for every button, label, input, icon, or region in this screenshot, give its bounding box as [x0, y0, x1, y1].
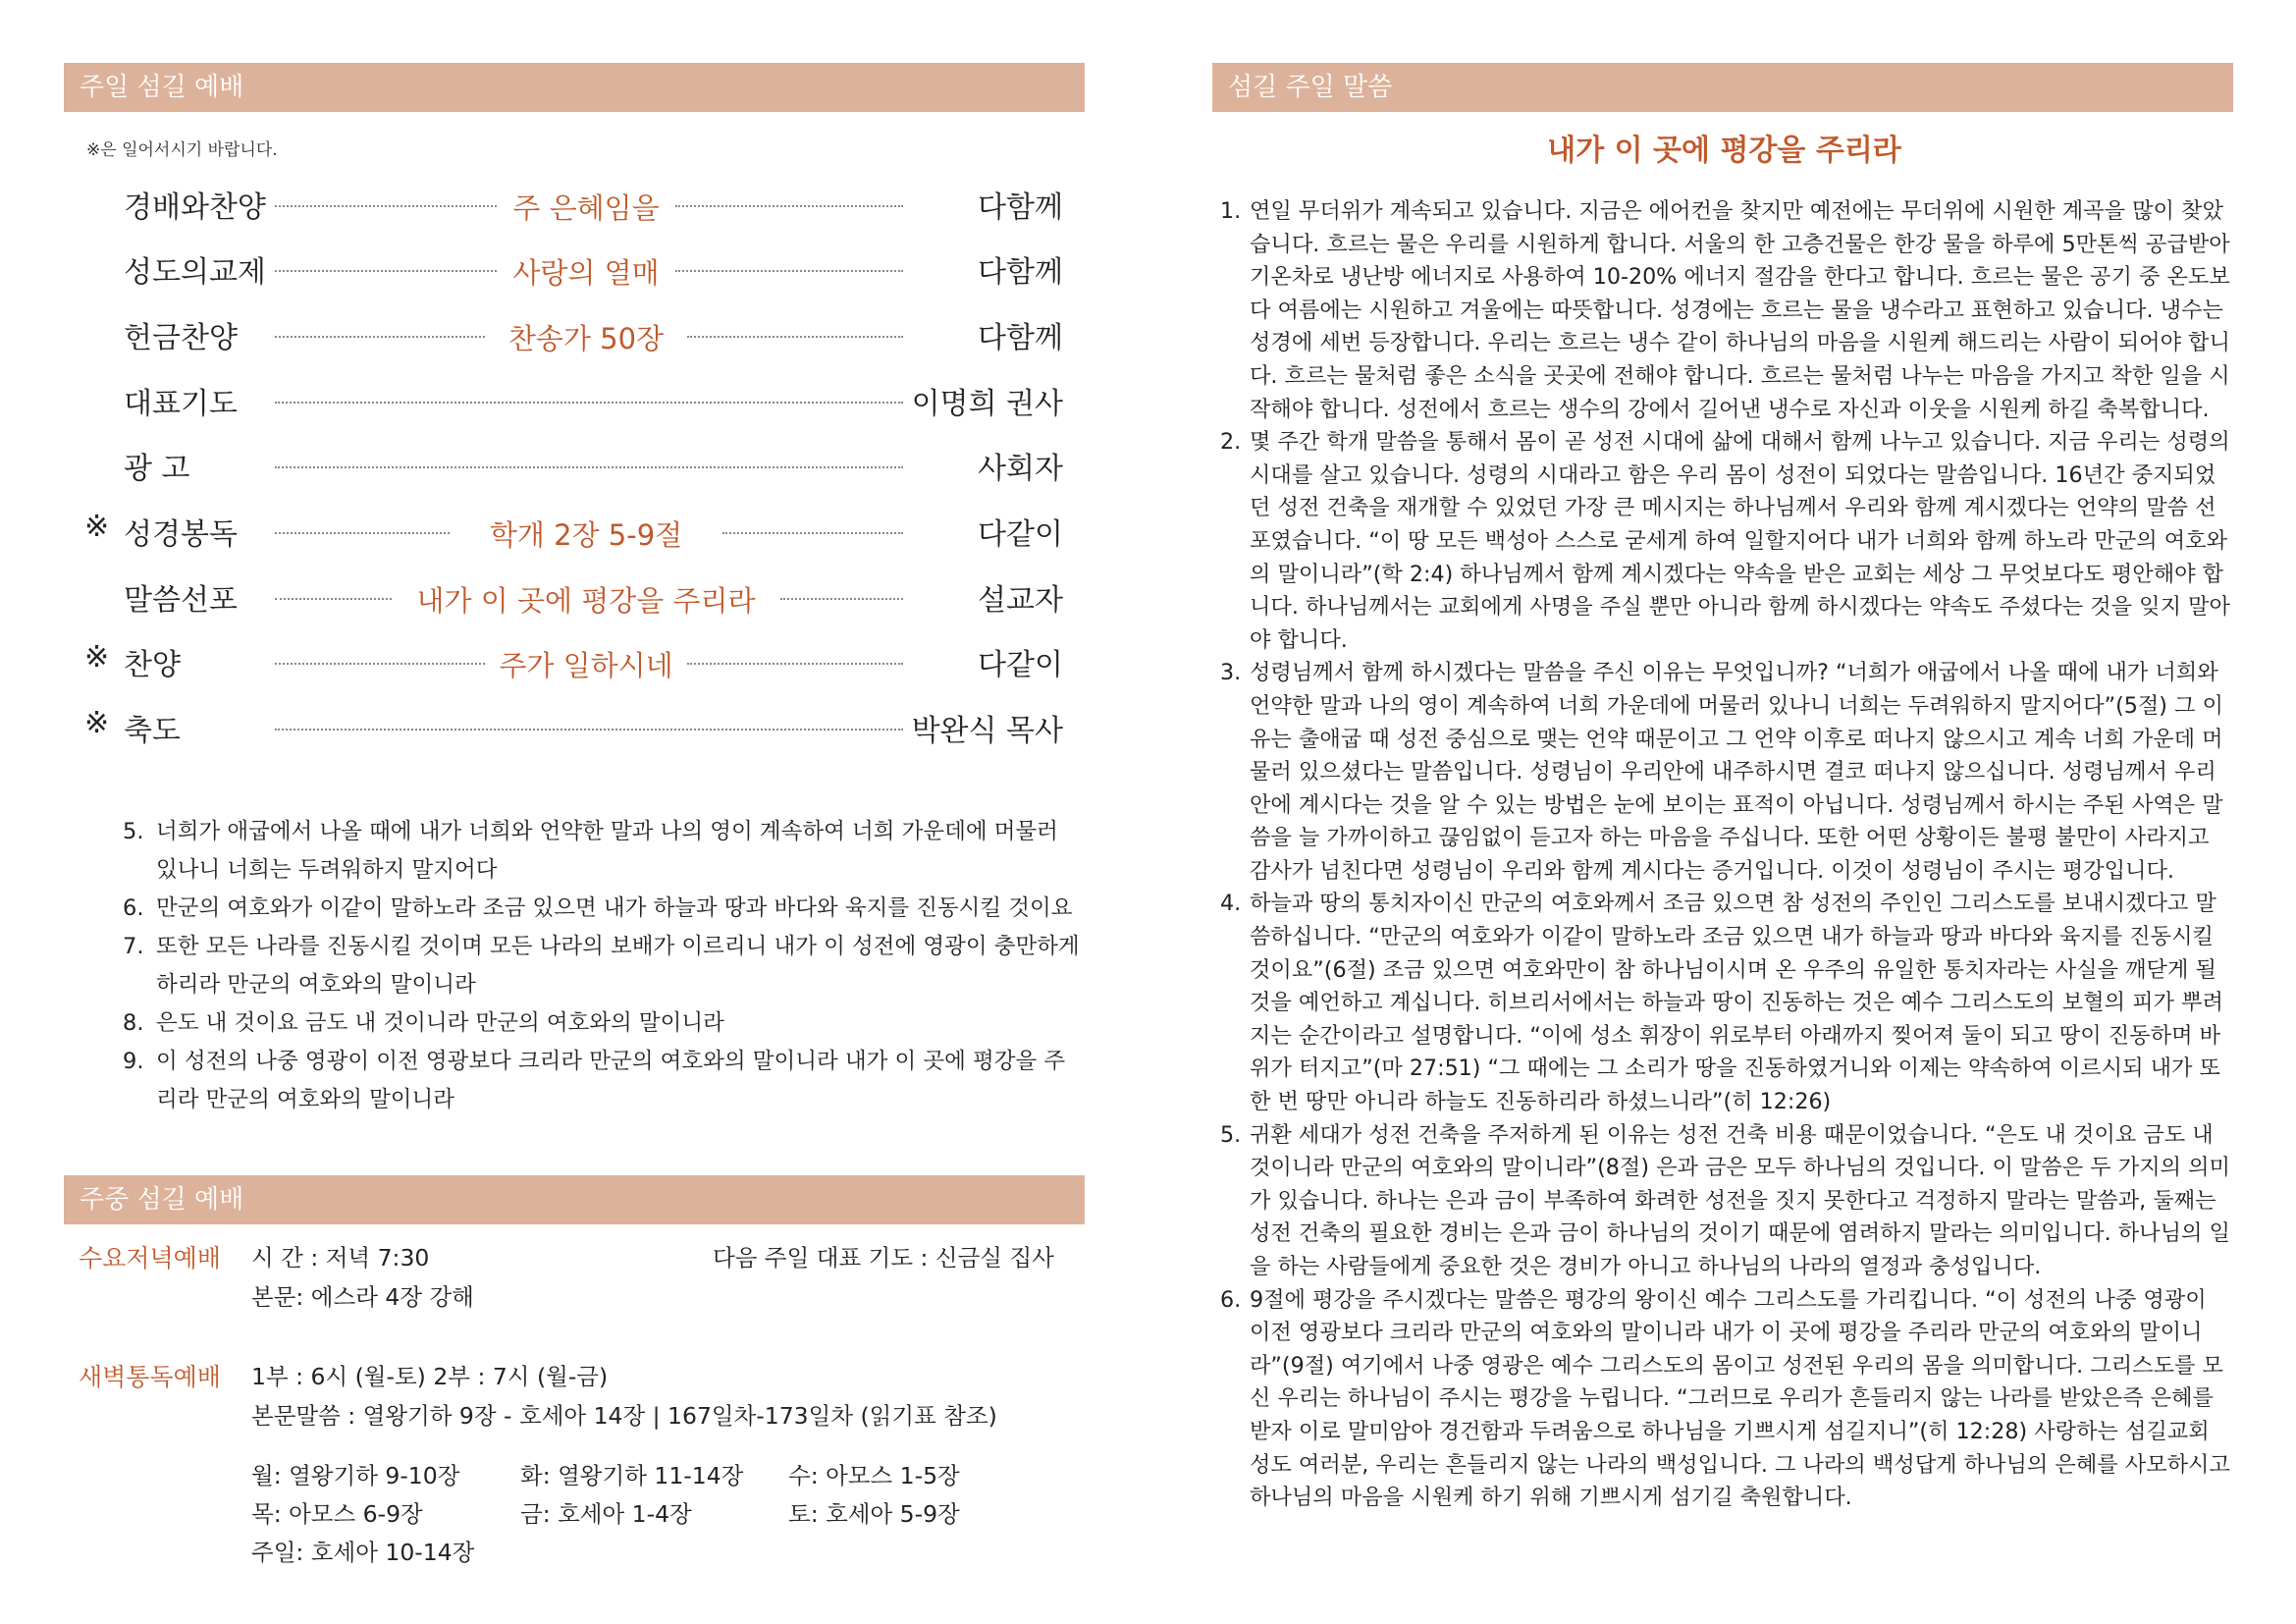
order-item-name: 말씀선포 [124, 583, 238, 618]
order-item-person: 이명희 권사 [911, 387, 1063, 421]
order-item-name: 헌금찬양 [124, 321, 238, 355]
reading-day: 화: 열왕기하 11-14장 [520, 1462, 744, 1489]
standing-note: ※은 일어서시기 바랍니다. [86, 140, 278, 160]
leader-dots [687, 663, 903, 665]
leader-dots [687, 336, 903, 338]
worship-order-row [79, 440, 1063, 489]
order-item-person: 다같이 [978, 648, 1063, 682]
verse-item [123, 928, 1085, 1004]
paragraph-text: 9절에 평강을 주시겠다는 말씀은 평강의 왕이신 예수 그리스도를 가리킵니다. “이 성전의 나중 영광이 이전 영광보다 크리라 만군의 여호와의 말이니라 내가 이 곳에 평강을 주리라 만군의 여호와의 말이니라”(9절) 여기에서 나중 영광은 예수 그리스도의 몸이고 성전된 우리의 몸을 의미합니다. 그리스도를 모신 우리는 하나님이 주시는 평강을 누립니다. “그러므로 우리가 흔들리지 않는 나라를 받았은즉 은혜를 받자 이로 말미암아 경건함과 두려움으로 하나님을 기쁘시게 섬길지니”(히 12:28) 사랑하는 섬길교회 성도 여러분, 우리는 흔들리지 않는 나라의 백성입니다. 그 나라의 백성답게 하나님의 은혜를 사모하시고 하나님의 마음을 시원케 하기 위해 기쁘시게 섬기길 축원합니다. [1250, 1286, 2230, 1511]
order-item-name: 대표기도 [124, 387, 238, 421]
verse-number: 8. [123, 1010, 144, 1036]
sermon-title: 내가 이 곳에 평강을 주리라 [1547, 134, 1901, 168]
sermon-paragraph [1220, 657, 2231, 888]
leader-dots [275, 663, 485, 665]
standing-mark: ※ [84, 640, 110, 675]
order-item-content: 주 은혜임을 [512, 191, 660, 225]
worship-order-row [79, 506, 1063, 555]
sermon-paragraph [1220, 1284, 2231, 1515]
reading-day: 목: 아모스 6-9장 [251, 1500, 423, 1528]
order-item-person: 박완식 목사 [911, 714, 1063, 748]
sermon-paragraph [1220, 426, 2231, 657]
worship-order-row [79, 636, 1063, 685]
order-item-person: 다함께 [978, 321, 1063, 355]
reading-day: 주일: 호세아 10-14장 [251, 1539, 475, 1566]
verse-item [123, 1004, 1085, 1043]
order-item-name: 광 고 [124, 452, 190, 486]
leader-dots [675, 270, 903, 272]
standing-mark: ※ [84, 706, 110, 740]
paragraph-number: 3. [1220, 660, 1242, 686]
order-item-person: 다함께 [978, 255, 1063, 290]
weekday-worship-header: 주중 섬길 예배 [64, 1175, 1085, 1224]
verse-number: 6. [123, 895, 144, 921]
standing-mark: ※ [84, 510, 110, 544]
order-item-content: 내가 이 곳에 평강을 주리라 [416, 584, 756, 618]
leader-dots [275, 402, 903, 404]
leader-dots [275, 598, 392, 600]
dawn-service-label: 새벽통독예배 [79, 1363, 221, 1391]
paragraph-number: 4. [1220, 891, 1242, 917]
reading-day: 금: 호세아 1-4장 [520, 1500, 692, 1528]
reading-day: 토: 호세아 5-9장 [788, 1500, 960, 1528]
order-item-person: 다같이 [978, 517, 1063, 552]
paragraph-number: 1. [1220, 198, 1242, 224]
leader-dots [780, 598, 903, 600]
sermon-paragraph [1220, 888, 2231, 1118]
leader-dots [275, 532, 450, 534]
worship-order-row [79, 702, 1063, 751]
paragraph-text: 성령님께서 함께 하시겠다는 말씀을 주신 이유는 무엇입니까? “너희가 애굽에서 나올 때에 내가 너희와 언약한 말과 나의 영이 계속하여 너희 가운데에 머물러 있나니 너희는 두려워하지 말지어다”(5절) 그 이유는 출애굽 때 성전 중심으로 맺는 언약 때문이고 그 언약 이후로 떠나지 않으시고 계속 너희 가운데 머물러 있으셨다는 말씀입니다. 성령님이 우리안에 내주하시면 결코 떠나지 않으십니다. 성령님께서 우리 안에 계시다는 것을 알 수 있는 방법은 눈에 보이는 표적이 아닙니다. 성령님께서 하시는 주된 사역은 말씀을 늘 가까이하고 끊임없이 듣고자 하는 마음을 주십니다. 또한 어떤 상황이든 불평 불만이 사라지고 감사가 넘친다면 성령님이 우리와 함께 계시다는 증거입니다. 이것이 성령님이 주시는 평강입니다. [1250, 660, 2223, 884]
sermon-paragraphs [1220, 195, 2231, 1515]
order-item-content: 학개 2장 5-9절 [489, 518, 683, 552]
paragraph-text: 연일 무더위가 계속되고 있습니다. 지금은 에어컨을 찾지만 예전에는 무더위에 시원한 계곡을 많이 찾았습니다. 흐르는 물은 우리를 시원하게 합니다. 서울의 한 고층건물은 한강 물을 하루에 5만톤씩 공급받아 기온차로 냉난방 에너지로 사용하여 10-20% 에너지 절감을 한다고 합니다. 흐르는 물은 공기 중 온도보다 여름에는 시원하고 겨울에는 따뜻합니다. 성경에는 흐르는 물을 냉수라고 표현하고 있습니다. 냉수는 성경에 세번 등장합니다. 우리는 흐르는 냉수 같이 하나님의 마음을 시원케 해드리는 사람이 되어야 합니다. 흐르는 물처럼 좋은 소식을 곳곳에 전해야 합니다. 흐르는 물처럼 나누는 마음을 가지고 착한 일을 시작해야 합니다. 성전에서 흐르는 생수의 강에서 길어낸 냉수로 자신과 이웃을 시원케 하길 축복합니다. [1250, 198, 2230, 422]
paragraph-text: 귀환 세대가 성전 건축을 주저하게 된 이유는 성전 건축 비용 때문이었습니다. “은도 내 것이요 금도 내 것이니라 만군의 여호와의 말이니라”(8절) 은과 금은 모두 하나님의 것입니다. 이 말씀은 두 가지의 의미가 있습니다. 하나는 은과 금이 부족하여 화려한 성전을 짓지 못한다고 걱정하지 말라는 말씀과, 둘째는 성전 건축의 필요한 경비는 은과 금이 하나님의 것이기 때문에 염려하지 말라는 의미입니다. 하나님의 일을 하는 사람들에게 중요한 것은 경비가 아니고 하나님의 나라의 열정과 충성입니다. [1250, 1121, 2230, 1279]
sermon-paragraph [1220, 1119, 2231, 1284]
verse-item [123, 1043, 1085, 1119]
verse-text: 만군의 여호와가 이같이 말하노라 조금 있으면 내가 하늘과 땅과 바다와 육지를 진동시킬 것이요 [156, 895, 1073, 921]
worship-order-row [79, 244, 1063, 293]
worship-order-row [79, 309, 1063, 358]
leader-dots [722, 532, 903, 534]
leader-dots [275, 729, 903, 731]
verse-text: 이 성전의 나중 영광이 이전 영광보다 크리라 만군의 여호와의 말이니라 내가 이 곳에 평강을 주리라 만군의 여호와의 말이니라 [156, 1049, 1066, 1112]
worship-order-row [79, 179, 1063, 228]
verse-item [123, 813, 1085, 890]
worship-order-row [79, 375, 1063, 424]
order-item-name: 성경봉독 [124, 517, 238, 552]
order-item-person: 사회자 [978, 452, 1063, 486]
verse-number: 7. [123, 934, 144, 959]
paragraph-number: 5. [1220, 1121, 1242, 1148]
order-item-content: 찬송가 50장 [507, 322, 665, 355]
verse-text: 또한 모든 나라를 진동시킬 것이며 모든 나라의 보배가 이르리니 내가 이 성전에 영광이 충만하게 하리라 만군의 여호와의 말이니라 [156, 934, 1080, 998]
verse-text: 은도 내 것이요 금도 내 것이니라 만군의 여호와의 말이니라 [156, 1010, 724, 1036]
leader-dots [675, 205, 903, 207]
order-item-person: 설교자 [978, 583, 1063, 618]
sermon-paragraph [1220, 195, 2231, 426]
wednesday-service-label: 수요저녁예배 [79, 1244, 221, 1272]
worship-order-header: 주일 섬길 예배 [64, 63, 1085, 112]
dawn-text: 본문말씀 : 열왕기하 9장 - 호세아 14장 | 167일차-173일차 (읽기표 참조) [251, 1402, 997, 1430]
order-item-name: 찬양 [124, 648, 181, 682]
order-item-name: 경배와찬양 [124, 190, 266, 225]
leader-dots [275, 205, 497, 207]
order-item-person: 다함께 [978, 190, 1063, 225]
paragraph-number: 6. [1220, 1286, 1242, 1313]
leader-dots [275, 466, 903, 468]
order-item-content: 사랑의 열매 [512, 256, 660, 290]
sermon-header: 섬길 주일 말씀 [1212, 63, 2233, 112]
leader-dots [275, 270, 497, 272]
reading-day: 수: 아모스 1-5장 [788, 1462, 960, 1489]
verse-number: 9. [123, 1049, 144, 1074]
paragraph-number: 2. [1220, 429, 1242, 456]
wednesday-time: 시 간 : 저녁 7:30 [251, 1244, 430, 1272]
verse-text: 너희가 애굽에서 나올 때에 내가 너희와 언약한 말과 나의 영이 계속하여 너희 가운데에 머물러 있나니 너희는 두려워하지 말지어다 [156, 819, 1058, 883]
paragraph-text: 하늘과 땅의 통치자이신 만군의 여호와께서 조금 있으면 참 성전의 주인인 그리스도를 보내시겠다고 말씀하십니다. “만군의 여호와가 이같이 말하노라 조금 있으면 내가 하늘과 땅과 바다와 육지를 진동시킬 것이요”(6절) 조금 있으면 여호와만이 참 하나님이시며 온 우주의 유일한 통치자라는 사실을 깨닫게 될 것을 예언하고 계십니다. 히브리서에서는 하늘과 땅이 진동하는 것은 예수 그리스도의 보혈의 피가 뿌려지는 순간이라고 설명합니다. “이에 성소 휘장이 위로부터 아래까지 찢어져 둘이 되고 땅이 진동하며 바위가 터지고”(마 27:51) “그 때에는 그 소리가 땅을 진동하였거니와 이제는 약속하여 이르시되 내가 또 한 번 땅만 아니라 하늘도 진동하리라 하셨느니라”(히 12:26) [1250, 891, 2223, 1115]
paragraph-text: 몇 주간 학개 말씀을 통해서 몸이 곧 성전 시대에 삶에 대해서 함께 나누고 있습니다. 지금 우리는 성령의 시대를 살고 있습니다. 성령의 시대라고 함은 우리 몸이 성전이 되었다는 말씀입니다. 16년간 중지되었던 성전 건축을 재개할 수 있었던 가장 큰 메시지는 하나님께서 우리와 함께 계시겠다는 언약의 말씀 선포였습니다. “이 땅 모든 백성아 스스로 굳세게 하여 일할지어다 내가 너희와 함께 하노라 만군의 여호와의 말이니라”(학 2:4) 하나님께서 함께 계시겠다는 약속을 받은 교회는 세상 그 무엇보다도 평안해야 합니다. 하나님께서는 교회에게 사명을 주실 뿐만 아니라 함께 하시겠다는 약속도 주셨다는 것을 잊지 말아야 합니다. [1250, 429, 2230, 653]
order-item-name: 성도의교제 [124, 255, 266, 290]
worship-order-row [79, 571, 1063, 621]
leader-dots [275, 336, 485, 338]
verse-item [123, 890, 1085, 928]
wednesday-text: 본문: 에스라 4장 강해 [251, 1283, 474, 1311]
next-prayer: 다음 주일 대표 기도 : 신금실 집사 [713, 1244, 1054, 1272]
verse-number: 5. [123, 819, 144, 844]
dawn-time: 1부 : 6시 (월-토) 2부 : 7시 (월-금) [251, 1363, 609, 1390]
order-item-name: 축도 [124, 714, 181, 748]
order-item-content: 주가 일하시네 [499, 649, 673, 682]
scripture-verses [123, 813, 1085, 1119]
reading-day: 월: 열왕기하 9-10장 [251, 1462, 460, 1489]
